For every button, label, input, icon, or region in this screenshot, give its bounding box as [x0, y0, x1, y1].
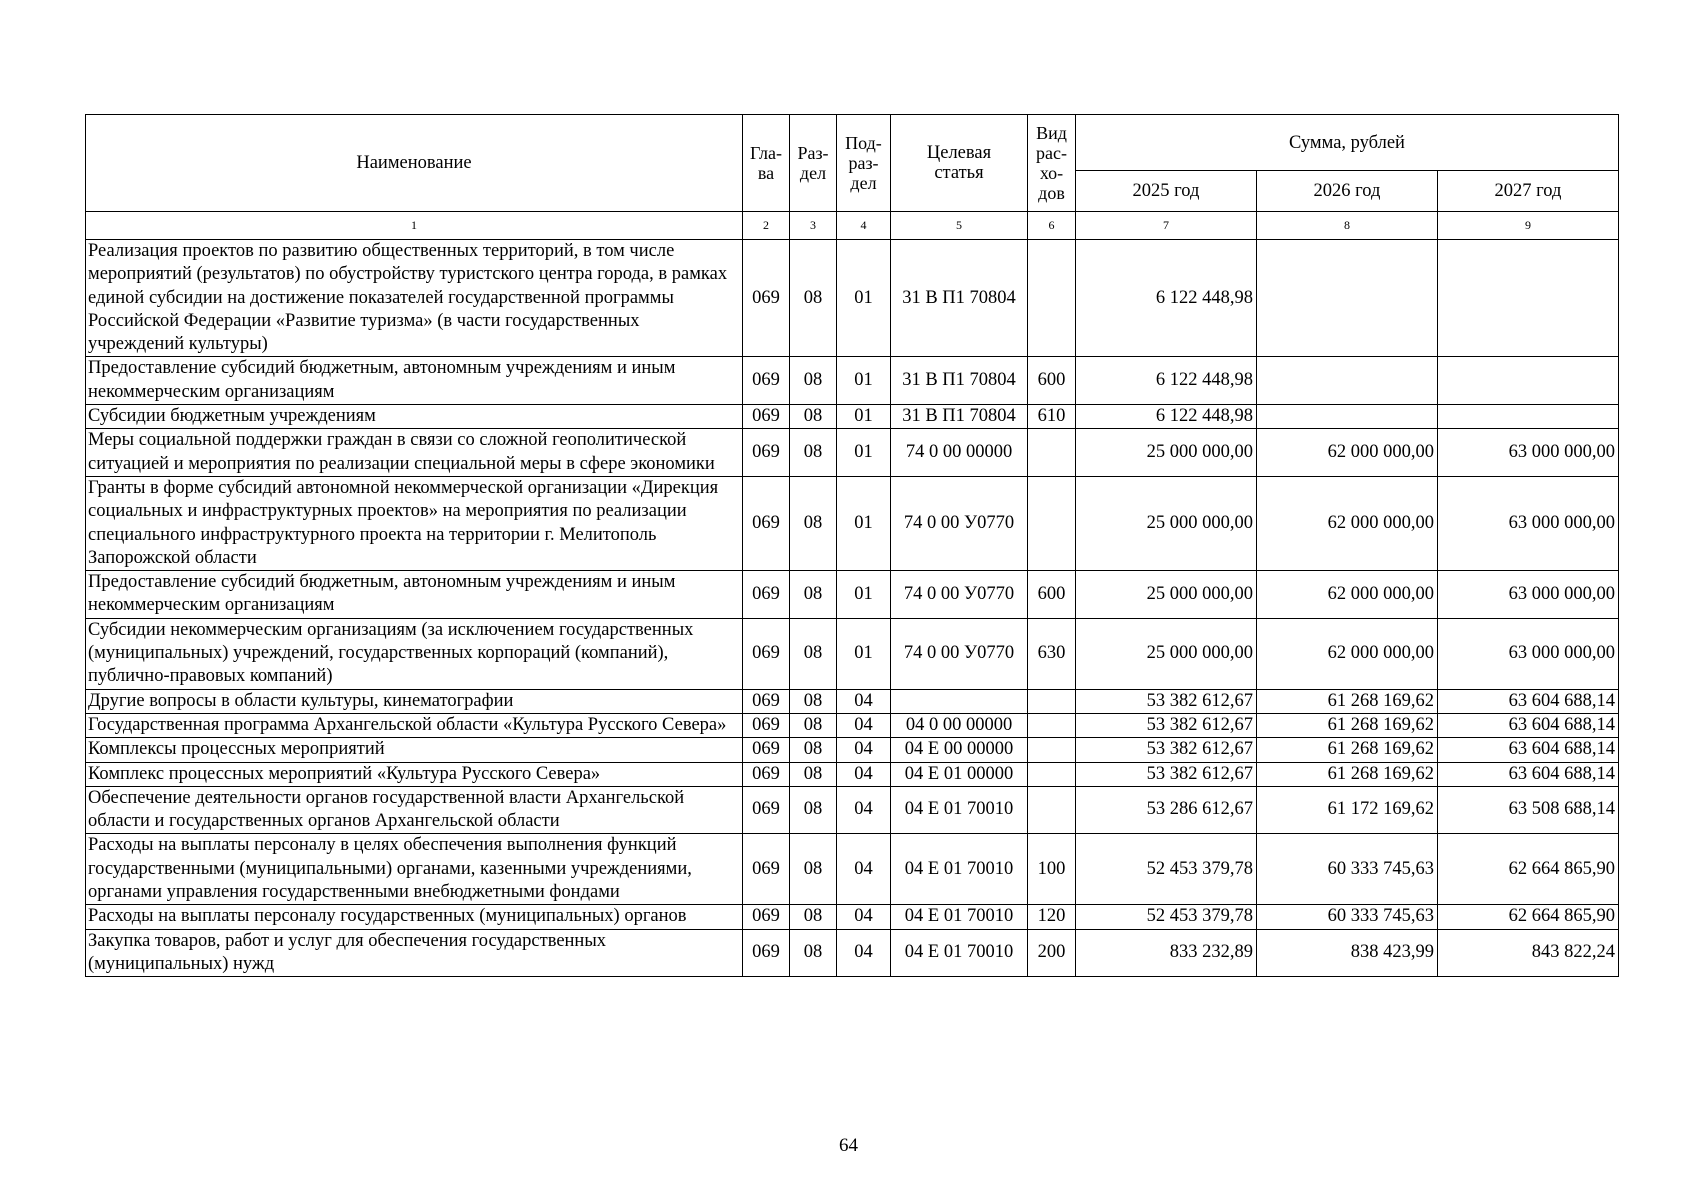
row-section: 08 [790, 786, 837, 834]
row-target-article: 04 Е 01 70010 [891, 786, 1028, 834]
header-sum: Сумма, рублей [1076, 115, 1619, 171]
row-name: Субсидии бюджетным учреждениям [86, 405, 743, 429]
row-sum-2025: 25 000 000,00 [1076, 618, 1257, 689]
table-row [86, 476, 1619, 570]
column-number: 4 [837, 212, 891, 240]
row-expense-type [1028, 689, 1076, 713]
page-number: 64 [839, 1135, 858, 1156]
row-sum-2025: 25 000 000,00 [1076, 571, 1257, 619]
row-sum-2027: 62 664 865,90 [1438, 905, 1619, 929]
row-sum-2025: 25 000 000,00 [1076, 476, 1257, 570]
row-name: Предоставление субсидий бюджетным, автономным учреждениям и иным некоммерческим организациям [86, 357, 743, 405]
row-sum-2026 [1257, 240, 1438, 357]
row-target-article: 31 В П1 70804 [891, 405, 1028, 429]
row-expense-type: 600 [1028, 357, 1076, 405]
row-expense-type: 100 [1028, 834, 1076, 905]
row-target-article: 04 Е 00 00000 [891, 738, 1028, 762]
row-target-article: 04 Е 01 70010 [891, 905, 1028, 929]
row-expense-type [1028, 762, 1076, 786]
row-expense-type [1028, 476, 1076, 570]
row-sum-2027: 62 664 865,90 [1438, 834, 1619, 905]
column-number: 2 [743, 212, 790, 240]
row-section: 08 [790, 905, 837, 929]
row-chapter: 069 [743, 357, 790, 405]
row-sum-2025: 6 122 448,98 [1076, 357, 1257, 405]
row-subsection: 04 [837, 738, 891, 762]
table-row [86, 689, 1619, 713]
column-number: 9 [1438, 212, 1619, 240]
row-expense-type: 600 [1028, 571, 1076, 619]
row-target-article: 31 В П1 70804 [891, 240, 1028, 357]
row-sum-2025: 52 453 379,78 [1076, 834, 1257, 905]
row-name: Комплексы процессных мероприятий [86, 738, 743, 762]
row-expense-type: 630 [1028, 618, 1076, 689]
row-section: 08 [790, 240, 837, 357]
row-chapter: 069 [743, 738, 790, 762]
row-subsection: 01 [837, 618, 891, 689]
row-subsection: 04 [837, 905, 891, 929]
table-row [86, 786, 1619, 834]
row-sum-2027: 63 508 688,14 [1438, 786, 1619, 834]
row-name: Обеспечение деятельности органов государственной власти Архангельской области и государственных органов Архангельской области [86, 786, 743, 834]
row-subsection: 01 [837, 476, 891, 570]
row-name: Расходы на выплаты персоналу в целях обеспечения выполнения функций государственными (муниципальными) органами, казенными учреждениями, органами управления государственными внебюджетными фондами [86, 834, 743, 905]
table-row [86, 834, 1619, 905]
row-chapter: 069 [743, 240, 790, 357]
row-section: 08 [790, 689, 837, 713]
column-numbers-row [86, 212, 1619, 240]
row-sum-2025: 833 232,89 [1076, 929, 1257, 977]
row-expense-type: 200 [1028, 929, 1076, 977]
row-name: Расходы на выплаты персоналу государственных (муниципальных) органов [86, 905, 743, 929]
row-expense-type [1028, 429, 1076, 477]
row-chapter: 069 [743, 571, 790, 619]
row-expense-type [1028, 240, 1076, 357]
table-row [86, 429, 1619, 477]
row-target-article: 74 0 00 00000 [891, 429, 1028, 477]
row-sum-2026: 61 268 169,62 [1257, 713, 1438, 737]
row-sum-2026: 61 268 169,62 [1257, 689, 1438, 713]
row-expense-type [1028, 713, 1076, 737]
row-name: Субсидии некоммерческим организациям (за исключением государственных (муниципальных) учреждений, государственных корпораций (компаний), публично-правовых компаний) [86, 618, 743, 689]
table-row [86, 618, 1619, 689]
row-subsection: 01 [837, 405, 891, 429]
row-chapter: 069 [743, 476, 790, 570]
column-number: 7 [1076, 212, 1257, 240]
row-chapter: 069 [743, 429, 790, 477]
row-sum-2025: 53 382 612,67 [1076, 713, 1257, 737]
table-body [86, 240, 1619, 977]
row-section: 08 [790, 405, 837, 429]
row-name: Другие вопросы в области культуры, кинематографии [86, 689, 743, 713]
row-sum-2026: 61 268 169,62 [1257, 762, 1438, 786]
row-name: Предоставление субсидий бюджетным, автономным учреждениям и иным некоммерческим организациям [86, 571, 743, 619]
row-expense-type [1028, 738, 1076, 762]
row-sum-2027 [1438, 405, 1619, 429]
header-year-2027: 2027 год [1438, 171, 1619, 212]
row-subsection: 04 [837, 834, 891, 905]
row-sum-2027: 63 000 000,00 [1438, 476, 1619, 570]
row-sum-2027: 63 000 000,00 [1438, 571, 1619, 619]
row-section: 08 [790, 834, 837, 905]
row-sum-2027: 63 604 688,14 [1438, 738, 1619, 762]
row-sum-2026: 838 423,99 [1257, 929, 1438, 977]
row-chapter: 069 [743, 405, 790, 429]
header-chapter: Гла- ва [743, 115, 790, 212]
row-name: Государственная программа Архангельской области «Культура Русского Севера» [86, 713, 743, 737]
header-target-article: Целевая статья [891, 115, 1028, 212]
row-sum-2025: 6 122 448,98 [1076, 240, 1257, 357]
row-subsection: 04 [837, 689, 891, 713]
row-chapter: 069 [743, 713, 790, 737]
table-row [86, 240, 1619, 357]
row-section: 08 [790, 738, 837, 762]
row-target-article: 04 0 00 00000 [891, 713, 1028, 737]
column-number: 3 [790, 212, 837, 240]
table-row [86, 405, 1619, 429]
header-name: Наименование [86, 115, 743, 212]
row-sum-2027: 63 000 000,00 [1438, 618, 1619, 689]
column-number: 8 [1257, 212, 1438, 240]
row-target-article: 74 0 00 У0770 [891, 571, 1028, 619]
row-target-article: 74 0 00 У0770 [891, 618, 1028, 689]
row-sum-2025: 6 122 448,98 [1076, 405, 1257, 429]
row-sum-2025: 25 000 000,00 [1076, 429, 1257, 477]
row-chapter: 069 [743, 834, 790, 905]
row-chapter: 069 [743, 929, 790, 977]
row-sum-2027 [1438, 240, 1619, 357]
row-subsection: 04 [837, 713, 891, 737]
row-sum-2025: 52 453 379,78 [1076, 905, 1257, 929]
row-subsection: 01 [837, 357, 891, 405]
row-subsection: 04 [837, 786, 891, 834]
row-sum-2026: 60 333 745,63 [1257, 905, 1438, 929]
table-row [86, 357, 1619, 405]
row-sum-2027: 63 604 688,14 [1438, 689, 1619, 713]
row-sum-2026: 61 268 169,62 [1257, 738, 1438, 762]
column-number: 1 [86, 212, 743, 240]
row-subsection: 04 [837, 929, 891, 977]
budget-table [85, 114, 1619, 977]
row-name: Реализация проектов по развитию общественных территорий, в том числе мероприятий (результатов) по обустройству туристского центра города, в рамках единой субсидии на достижение показателей государственной программы Российской Федерации «Развитие туризма» (в части государственных учреждений культуры) [86, 240, 743, 357]
header-expense-type: Вид рас- хо- дов [1028, 115, 1076, 212]
row-sum-2025: 53 382 612,67 [1076, 762, 1257, 786]
header-subsection: Под- раз- дел [837, 115, 891, 212]
row-name: Меры социальной поддержки граждан в связи со сложной геополитической ситуацией и мероприятия по реализации специальной меры в сфере экономики [86, 429, 743, 477]
row-target-article: 74 0 00 У0770 [891, 476, 1028, 570]
table-row [86, 713, 1619, 737]
table-row [86, 571, 1619, 619]
row-sum-2027: 63 000 000,00 [1438, 429, 1619, 477]
table-header [86, 115, 1619, 240]
table-row [86, 929, 1619, 977]
header-year-2026: 2026 год [1257, 171, 1438, 212]
row-section: 08 [790, 618, 837, 689]
row-expense-type: 120 [1028, 905, 1076, 929]
row-target-article: 04 Е 01 00000 [891, 762, 1028, 786]
row-sum-2027: 843 822,24 [1438, 929, 1619, 977]
row-name: Гранты в форме субсидий автономной некоммерческой организации «Дирекция социальных и инфраструктурных проектов» на мероприятия по реализации специального инфраструктурного проекта на территории г. Мелитополь Запорожской области [86, 476, 743, 570]
row-section: 08 [790, 476, 837, 570]
row-sum-2026 [1257, 357, 1438, 405]
row-target-article: 04 Е 01 70010 [891, 929, 1028, 977]
row-chapter: 069 [743, 762, 790, 786]
header-year-2025: 2025 год [1076, 171, 1257, 212]
column-number: 6 [1028, 212, 1076, 240]
row-sum-2025: 53 382 612,67 [1076, 689, 1257, 713]
row-sum-2026: 62 000 000,00 [1257, 618, 1438, 689]
row-subsection: 01 [837, 571, 891, 619]
row-sum-2026 [1257, 405, 1438, 429]
row-sum-2027: 63 604 688,14 [1438, 713, 1619, 737]
row-name: Закупка товаров, работ и услуг для обеспечения государственных (муниципальных) нужд [86, 929, 743, 977]
row-section: 08 [790, 713, 837, 737]
row-sum-2026: 60 333 745,63 [1257, 834, 1438, 905]
row-sum-2026: 61 172 169,62 [1257, 786, 1438, 834]
row-target-article: 31 В П1 70804 [891, 357, 1028, 405]
table-row [86, 762, 1619, 786]
row-expense-type: 610 [1028, 405, 1076, 429]
row-section: 08 [790, 929, 837, 977]
row-subsection: 01 [837, 240, 891, 357]
table-row [86, 738, 1619, 762]
row-section: 08 [790, 571, 837, 619]
row-sum-2026: 62 000 000,00 [1257, 571, 1438, 619]
row-expense-type [1028, 786, 1076, 834]
row-chapter: 069 [743, 786, 790, 834]
row-section: 08 [790, 429, 837, 477]
row-sum-2027 [1438, 357, 1619, 405]
row-sum-2025: 53 286 612,67 [1076, 786, 1257, 834]
header-section: Раз- дел [790, 115, 837, 212]
row-section: 08 [790, 357, 837, 405]
row-subsection: 01 [837, 429, 891, 477]
row-chapter: 069 [743, 618, 790, 689]
table-row [86, 905, 1619, 929]
row-sum-2025: 53 382 612,67 [1076, 738, 1257, 762]
row-chapter: 069 [743, 689, 790, 713]
row-sum-2026: 62 000 000,00 [1257, 429, 1438, 477]
row-subsection: 04 [837, 762, 891, 786]
row-chapter: 069 [743, 905, 790, 929]
row-target-article [891, 689, 1028, 713]
row-name: Комплекс процессных мероприятий «Культура Русского Севера» [86, 762, 743, 786]
row-section: 08 [790, 762, 837, 786]
column-number: 5 [891, 212, 1028, 240]
row-target-article: 04 Е 01 70010 [891, 834, 1028, 905]
row-sum-2026: 62 000 000,00 [1257, 476, 1438, 570]
row-sum-2027: 63 604 688,14 [1438, 762, 1619, 786]
